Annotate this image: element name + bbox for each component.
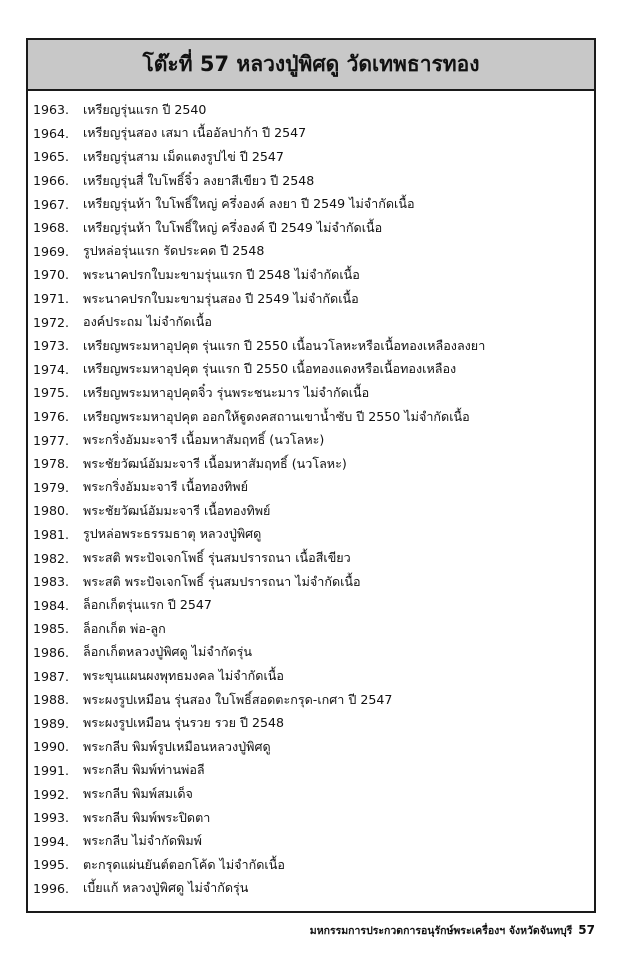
- list-item: [28, 428, 594, 452]
- item-number: 1967.: [33, 196, 70, 212]
- item-text: องค์ประถม ไม่จำกัดเนื้อ: [83, 314, 212, 330]
- list-item: [28, 806, 594, 830]
- item-text: ล็อกเก็ต พ่อ-ลูก: [83, 620, 166, 636]
- list-item: [28, 310, 594, 334]
- item-number: 1994.: [33, 833, 70, 849]
- item-text: พระกริ่งอัมมะจารี เนื้อทองทิพย์: [83, 479, 248, 495]
- item-text: รูปหล่อพระธรรมธาตุ หลวงปู่พิศดู: [83, 526, 262, 542]
- item-number: 1996.: [33, 880, 70, 896]
- item-text: พระกลีบ พิมพ์พระปิดตา: [83, 809, 211, 825]
- list-item: [28, 145, 594, 169]
- item-number: 1965.: [33, 149, 70, 165]
- list-item: [28, 169, 594, 193]
- item-number: 1971.: [33, 291, 70, 307]
- list-item: [28, 499, 594, 523]
- item-text: พระผงรูปเหมือน รุ่นสอง ใบโพธิ์สอดตะกรุด-เกศา ปี 2547: [83, 691, 393, 707]
- item-text: พระชัยวัฒน์อัมมะจารี เนื้อมหาสัมฤทธิ์ (นวโลหะ): [83, 455, 347, 471]
- list-item: [28, 641, 594, 665]
- list-item: [28, 664, 594, 688]
- list-item: [28, 476, 594, 500]
- list-item: [28, 192, 594, 216]
- item-number: 1989.: [33, 715, 70, 731]
- item-text: เหรียญพระมหาอุปคุตจิ๋ว รุ่นพระชนะมาร ไม่จำกัดเนื้อ: [83, 384, 370, 400]
- list-item: [28, 617, 594, 641]
- list-item: [28, 263, 594, 287]
- item-text: เหรียญรุ่นสี่ ใบโพธิ์จิ๋ว ลงยาสีเขียว ปี 2548: [83, 172, 315, 188]
- item-text: เบี้ยแก้ หลวงปู่พิศดู ไม่จำกัดรุ่น: [83, 880, 249, 896]
- item-text: พระสติ พระปัจเจกโพธิ์ รุ่นสมปรารถนา เนื้อสีเขียว: [83, 550, 351, 566]
- item-text: เหรียญพระมหาอุปคุต รุ่นแรก ปี 2550 เนื้อทองแดงหรือเนื้อทองเหลือง: [83, 361, 457, 377]
- item-number: 1978.: [33, 456, 70, 472]
- page-title: โต๊ะที่ 57 หลวงปู่พิศดู วัดเทพธารทอง: [28, 40, 594, 91]
- item-text: พระนาคปรกใบมะขามรุ่นสอง ปี 2549 ไม่จำกัดเนื้อ: [83, 290, 359, 306]
- item-number: 1995.: [33, 857, 70, 873]
- item-text: เหรียญรุ่นสอง เสมา เนื้ออัลปาก้า ปี 2547: [83, 125, 307, 141]
- item-number: 1975.: [33, 385, 70, 401]
- item-text: พระกริ่งอัมมะจารี เนื้อมหาสัมฤทธิ์ (นวโลหะ): [83, 432, 325, 448]
- item-text: ตะกรุดแผ่นยันต์ตอกโค้ด ไม่จำกัดเนื้อ: [83, 856, 285, 872]
- item-number: 1966.: [33, 173, 70, 189]
- list-item: [28, 759, 594, 783]
- list-item: [28, 735, 594, 759]
- item-text: เหรียญพระมหาอุปคุต ออกให้ฐูดงคสถานเขาน้ำซับ ปี 2550 ไม่จำกัดเนื้อ: [83, 408, 470, 424]
- list-item: [28, 405, 594, 429]
- list-item: [28, 381, 594, 405]
- item-text: รูปหล่อรุ่นแรก รัดประคด ปี 2548: [83, 243, 265, 259]
- item-number: 1972.: [33, 314, 70, 330]
- item-text: เหรียญรุ่นสาม เม็ดแตงรูปไข่ ปี 2547: [83, 148, 284, 164]
- item-number: 1991.: [33, 762, 70, 778]
- item-number: 1992.: [33, 786, 70, 802]
- item-number: 1964.: [33, 125, 70, 141]
- item-number: 1968.: [33, 220, 70, 236]
- item-text: พระกลีบ ไม่จำกัดพิมพ์: [83, 833, 202, 849]
- item-text: พระกลีบ พิมพ์รูปเหมือนหลวงปู่พิศดู: [83, 738, 271, 754]
- list-item: [28, 593, 594, 617]
- item-text: เหรียญพระมหาอุปคุต รุ่นแรก ปี 2550 เนื้อนวโลหะหรือเนื้อทองเหลืองลงยา: [83, 337, 486, 353]
- list-item: [28, 877, 594, 901]
- item-text: พระกลีบ พิมพ์สมเด็จ: [83, 786, 193, 802]
- item-number: 1987.: [33, 668, 70, 684]
- list-item: [28, 358, 594, 382]
- item-number: 1983.: [33, 574, 70, 590]
- item-text: พระชัยวัฒน์อัมมะจารี เนื้อทองทิพย์: [83, 502, 271, 518]
- list-item: [28, 98, 594, 122]
- item-number: 1974.: [33, 361, 70, 377]
- item-number: 1973.: [33, 338, 70, 354]
- item-text: พระขุนแผนผงพุทธมงคล ไม่จำกัดเนื้อ: [83, 668, 284, 684]
- item-text: พระผงรูปเหมือน รุ่นรวย รวย ปี 2548: [83, 715, 285, 731]
- list-item: [28, 782, 594, 806]
- list-item: [28, 570, 594, 594]
- catalog-frame: [26, 38, 596, 913]
- item-text: ล็อกเก็ตหลวงปู่พิศดู ไม่จำกัดรุ่น: [83, 644, 252, 660]
- item-text: เหรียญรุ่นห้า ใบโพธิ์ใหญ่ ครึ่งองค์ ลงยา ปี 2549 ไม่จำกัดเนื้อ: [83, 196, 415, 212]
- item-text: พระสติ พระปัจเจกโพธิ์ รุ่นสมปรารถนา ไม่จำกัดเนื้อ: [83, 573, 361, 589]
- item-number: 1988.: [33, 692, 70, 708]
- item-number: 1977.: [33, 432, 70, 448]
- list-item: [28, 688, 594, 712]
- list-item: [28, 287, 594, 311]
- item-number: 1976.: [33, 409, 70, 425]
- item-text: พระนาคปรกใบมะขามรุ่นแรก ปี 2548 ไม่จำกัดเนื้อ: [83, 266, 360, 282]
- item-number: 1963.: [33, 102, 70, 118]
- list-item: [28, 523, 594, 547]
- item-number: 1985.: [33, 621, 70, 637]
- item-number: 1980.: [33, 503, 70, 519]
- item-number: 1990.: [33, 739, 70, 755]
- list-item: [28, 853, 594, 877]
- item-number: 1993.: [33, 810, 70, 826]
- page-number: 57: [578, 923, 595, 937]
- item-text: เหรียญรุ่นแรก ปี 2540: [83, 101, 207, 117]
- item-number: 1970.: [33, 267, 70, 283]
- list-item: [28, 546, 594, 570]
- item-text: ล็อกเก็ตรุ่นแรก ปี 2547: [83, 597, 212, 613]
- item-number: 1981.: [33, 526, 70, 542]
- list-item: [28, 334, 594, 358]
- list-item: [28, 216, 594, 240]
- item-number: 1984.: [33, 597, 70, 613]
- footer-text: มหกรรมการประกวดการอนุรักษ์พระเครื่องฯ จังหวัดจันทบุรี: [309, 925, 573, 937]
- page-footer: [0, 922, 595, 939]
- item-text: พระกลีบ พิมพ์ท่านพ่อลี: [83, 762, 205, 778]
- item-number: 1969.: [33, 243, 70, 259]
- list-item: [28, 452, 594, 476]
- item-list: [28, 91, 594, 900]
- item-number: 1982.: [33, 550, 70, 566]
- item-number: 1979.: [33, 479, 70, 495]
- item-text: เหรียญรุ่นห้า ใบโพธิ์ใหญ่ ครึ่งองค์ ปี 2549 ไม่จำกัดเนื้อ: [83, 219, 383, 235]
- list-item: [28, 122, 594, 146]
- list-item: [28, 711, 594, 735]
- list-item: [28, 829, 594, 853]
- list-item: [28, 240, 594, 264]
- item-number: 1986.: [33, 644, 70, 660]
